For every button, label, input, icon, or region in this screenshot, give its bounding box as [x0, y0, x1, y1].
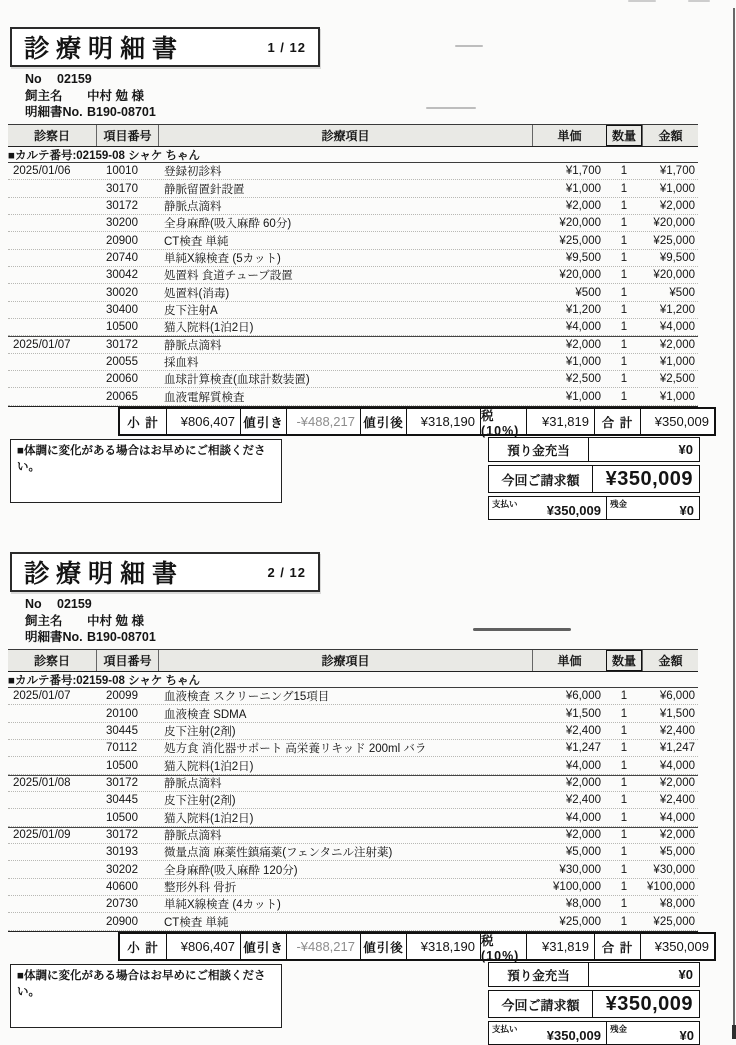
cell-code: 30042 [106, 269, 138, 282]
cell-item: 処置料 食道チューブ設置 [164, 270, 293, 283]
cell-amount: ¥5,000 [659, 846, 695, 859]
cell-unit: ¥9,500 [565, 251, 601, 264]
cell-item: 皮下注射A [164, 304, 218, 317]
cell-amount: ¥1,200 [659, 303, 695, 316]
paid-balance-row [488, 1021, 700, 1045]
cell-unit: ¥20,000 [559, 269, 601, 282]
cell-amount: ¥2,000 [659, 339, 695, 352]
cell-unit: ¥1,000 [565, 182, 601, 195]
cell-date: 2025/01/07 [13, 690, 71, 703]
sheet-no-value: B190-08701 [87, 630, 156, 644]
invoice-no-line [25, 596, 156, 613]
table-row [8, 250, 698, 267]
table-header [8, 649, 698, 672]
cell-qty: 1 [620, 690, 628, 703]
patient-info-block [25, 71, 156, 121]
header-unit-price: 単価 [532, 650, 606, 671]
table-row [8, 879, 698, 896]
cell-qty: 1 [620, 811, 628, 824]
table-row [8, 757, 698, 774]
table-row [8, 336, 698, 353]
cell-amount: ¥4,000 [659, 759, 695, 772]
cell-amount: ¥1,000 [659, 182, 695, 195]
cell-code: 30400 [106, 303, 138, 316]
header-item: 診療項目 [158, 650, 532, 671]
invoice-no-label: No [25, 597, 42, 611]
cell-unit: ¥6,000 [565, 690, 601, 703]
billed-row [488, 990, 700, 1018]
cell-qty: 1 [620, 199, 628, 212]
cell-unit: ¥1,200 [565, 303, 601, 316]
billed-label: 今回ご請求額 [489, 991, 593, 1017]
header-quantity: 数量 [606, 125, 642, 146]
cell-unit: ¥1,500 [565, 707, 601, 720]
table-header [8, 124, 698, 147]
table-row [8, 319, 698, 336]
advice-note: ■体調に変化がある場合はお早めにご相談ください。 [10, 964, 282, 1028]
cell-unit: ¥4,000 [565, 811, 601, 824]
sheet-no-line [25, 629, 156, 646]
page-title: 診療明細書 [24, 560, 185, 588]
table-row [8, 775, 698, 792]
cell-amount: ¥2,500 [659, 373, 695, 386]
cell-unit: ¥100,000 [553, 880, 601, 893]
table-row [8, 284, 698, 301]
cell-amount: ¥9,500 [659, 251, 695, 264]
scan-edge-line [733, 8, 735, 1039]
discount-label: 値引き [240, 934, 286, 959]
sheet-no-line [25, 104, 156, 121]
cell-unit: ¥4,000 [565, 759, 601, 772]
cell-amount: ¥2,400 [659, 724, 695, 737]
cell-amount: ¥500 [669, 286, 695, 299]
cell-qty: 1 [620, 165, 628, 178]
header-unit-price: 単価 [532, 125, 606, 146]
billed-label: 今回ご請求額 [489, 466, 593, 492]
cell-qty: 1 [620, 759, 628, 772]
cell-code: 30445 [106, 724, 138, 737]
cell-item: 微量点滴 麻薬性鎮痛薬(フェンタニル注射薬) [164, 847, 393, 860]
cell-qty: 1 [620, 234, 628, 247]
cell-qty: 1 [620, 724, 628, 737]
cell-amount: ¥2,000 [659, 829, 695, 842]
table-rows [8, 688, 698, 932]
cell-unit: ¥20,000 [559, 217, 601, 230]
table-row [8, 215, 698, 232]
sheet-no-label: 明細書No. [25, 105, 83, 119]
table-row [8, 198, 698, 215]
billed-value: ¥350,009 [605, 467, 693, 490]
owner-name-line [25, 88, 156, 105]
tax-value: ¥31,819 [526, 409, 594, 434]
advice-note: ■体調に変化がある場合はお早めにご相談ください。 [10, 439, 282, 503]
cell-amount: ¥6,000 [659, 690, 695, 703]
cell-code: 30202 [106, 863, 138, 876]
cell-unit: ¥500 [575, 286, 601, 299]
cell-code: 10500 [106, 811, 138, 824]
cell-date: 2025/01/06 [13, 165, 71, 178]
owner-value: 中村 勉 様 [87, 88, 144, 103]
owner-value: 中村 勉 様 [87, 613, 144, 628]
totals-bar [118, 407, 716, 436]
invoice-no-value: 02159 [57, 72, 92, 86]
treatment-table [8, 124, 698, 407]
title-box [10, 27, 320, 67]
cell-qty: 1 [620, 182, 628, 195]
cell-item: 静脈留置針設置 [164, 183, 245, 196]
cell-unit: ¥1,000 [565, 390, 601, 403]
scan-smudge [688, 0, 710, 2]
table-rows [8, 163, 698, 407]
total-label: 合 計 [594, 934, 640, 959]
header-date: 診察日 [33, 654, 70, 668]
balance-label: 残金 [610, 1024, 628, 1034]
cell-amount: ¥1,500 [659, 707, 695, 720]
tax-value: ¥31,819 [526, 934, 594, 959]
subtotal-value: ¥806,407 [166, 409, 240, 434]
table-row [8, 809, 698, 826]
cell-code: 20065 [106, 390, 138, 403]
cell-unit: ¥25,000 [559, 915, 601, 928]
cell-amount: ¥4,000 [659, 321, 695, 334]
total-value: ¥350,009 [640, 409, 714, 434]
cell-amount: ¥4,000 [659, 811, 695, 824]
cell-code: 10500 [106, 321, 138, 334]
deposit-row [488, 962, 700, 987]
header-quantity: 数量 [606, 650, 642, 671]
table-row [8, 913, 698, 930]
cell-item: 猫入院料(1泊2日) [164, 760, 254, 773]
title-box [10, 552, 320, 592]
cell-item: 血球計算検査(血球計数装置) [164, 374, 310, 387]
cell-item: 全身麻酔(吸入麻酔 120分) [164, 864, 298, 877]
table-row [8, 267, 698, 284]
subtotal-label: 小 計 [127, 940, 159, 955]
scan-smudge [628, 0, 656, 2]
total-label: 合 計 [594, 409, 640, 434]
cell-date: 2025/01/09 [13, 829, 71, 842]
karte-number-line: ■カルテ番号:02159-08 シャケ ちゃん [8, 147, 698, 163]
billed-value: ¥350,009 [605, 992, 693, 1015]
cell-item: 静脈点滴料 [164, 830, 222, 843]
cell-qty: 1 [620, 286, 628, 299]
cell-date: 2025/01/08 [13, 777, 71, 790]
cell-amount: ¥1,700 [659, 165, 695, 178]
discount-value: -¥488,217 [286, 409, 360, 434]
cell-unit: ¥1,000 [565, 355, 601, 368]
cell-code: 20740 [106, 251, 138, 264]
cell-qty: 1 [620, 321, 628, 334]
paid-cell [489, 1022, 607, 1044]
table-row [8, 861, 698, 878]
cell-unit: ¥4,000 [565, 321, 601, 334]
table-row [8, 163, 698, 180]
invoice-no-value: 02159 [57, 597, 92, 611]
subtotal-value: ¥806,407 [166, 934, 240, 959]
deposit-value: ¥0 [678, 967, 693, 982]
deposit-row [488, 437, 700, 462]
total-value: ¥350,009 [640, 934, 714, 959]
cell-amount: ¥8,000 [659, 898, 695, 911]
after-discount-value: ¥318,190 [406, 409, 480, 434]
cell-code: 30172 [106, 199, 138, 212]
invoice-no-label: No [25, 72, 42, 86]
cell-unit: ¥1,700 [565, 165, 601, 178]
cell-item: 皮下注射(2剤) [164, 725, 236, 738]
header-code: 項目番号 [96, 650, 158, 671]
cell-unit: ¥2,500 [565, 373, 601, 386]
page-number: 1 / 12 [267, 39, 306, 55]
cell-item: 処方食 消化器サポート 高栄養リキッド 200ml バラ [164, 743, 427, 756]
cell-amount: ¥1,000 [659, 390, 695, 403]
cell-qty: 1 [620, 794, 628, 807]
cell-amount: ¥1,247 [659, 742, 695, 755]
table-row [8, 740, 698, 757]
deposit-label: 預り金充当 [489, 963, 589, 986]
cell-qty: 1 [620, 251, 628, 264]
cell-item: 処置料(消毒) [164, 287, 230, 300]
balance-cell [607, 497, 699, 519]
table-row [8, 388, 698, 405]
invoice-no-line [25, 71, 156, 88]
cell-qty: 1 [620, 915, 628, 928]
scan-smudge [426, 107, 476, 109]
cell-code: 20060 [106, 373, 138, 386]
cell-item: 採血料 [164, 356, 199, 369]
cell-item: 血液検査 SDMA [164, 708, 247, 721]
cell-date: 2025/01/07 [13, 339, 71, 352]
cell-item: 静脈点滴料 [164, 200, 222, 213]
balance-value: ¥0 [679, 1028, 694, 1043]
cell-unit: ¥5,000 [565, 846, 601, 859]
cell-qty: 1 [620, 863, 628, 876]
table-row [8, 705, 698, 722]
cell-unit: ¥2,400 [565, 724, 601, 737]
cell-amount: ¥20,000 [653, 217, 695, 230]
sheet-no-label: 明細書No. [25, 630, 83, 644]
table-row [8, 302, 698, 319]
table-row [8, 688, 698, 705]
table-row [8, 896, 698, 913]
cell-item: 血液電解質検査 [164, 391, 245, 404]
cell-code: 40600 [106, 880, 138, 893]
table-row [8, 723, 698, 740]
cell-item: CT検査 単純 [164, 916, 229, 929]
cell-qty: 1 [620, 303, 628, 316]
owner-label: 飼主名 [25, 613, 63, 628]
cell-qty: 1 [620, 742, 628, 755]
karte-number-line: ■カルテ番号:02159-08 シャケ ちゃん [8, 672, 698, 688]
discount-label: 値引き [240, 409, 286, 434]
cell-code: 30445 [106, 794, 138, 807]
cell-unit: ¥2,000 [565, 199, 601, 212]
billed-row [488, 465, 700, 493]
tax-label: 税(10%) [480, 409, 526, 434]
cell-qty: 1 [620, 846, 628, 859]
cell-unit: ¥2,400 [565, 794, 601, 807]
subtotal-label: 小 計 [127, 415, 159, 430]
invoice-page-1 [0, 0, 736, 520]
cell-item: 静脈点滴料 [164, 340, 222, 353]
scan-ink-streak [473, 628, 571, 631]
cell-item: 単純X線検査 (5カット) [164, 252, 281, 265]
cell-unit: ¥2,000 [565, 339, 601, 352]
payment-summary [488, 962, 700, 1045]
table-row [8, 354, 698, 371]
after-discount-label: 値引後 [360, 409, 406, 434]
scan-edge-corner [732, 1025, 736, 1039]
cell-code: 20730 [106, 898, 138, 911]
owner-label: 飼主名 [25, 88, 63, 103]
balance-label: 残金 [610, 499, 628, 509]
cell-code: 30172 [106, 339, 138, 352]
cell-item: 血液検査 スクリーニング15項目 [164, 691, 330, 704]
paid-label: 支払い [492, 1024, 518, 1034]
invoice-page-2 [0, 525, 736, 1045]
paid-cell [489, 497, 607, 519]
table-row [8, 827, 698, 844]
cell-code: 30193 [106, 846, 138, 859]
cell-item: 猫入院料(1泊2日) [164, 812, 254, 825]
cell-code: 30172 [106, 829, 138, 842]
table-row [8, 232, 698, 249]
cell-qty: 1 [620, 269, 628, 282]
cell-unit: ¥25,000 [559, 234, 601, 247]
sheet-no-value: B190-08701 [87, 105, 156, 119]
cell-code: 10500 [106, 759, 138, 772]
header-amount: 金額 [642, 125, 698, 146]
cell-code: 30020 [106, 286, 138, 299]
patient-info-block [25, 596, 156, 646]
cell-code: 20900 [106, 234, 138, 247]
paid-label: 支払い [492, 499, 518, 509]
cell-item: 静脈点滴料 [164, 778, 222, 791]
cell-unit: ¥8,000 [565, 898, 601, 911]
cell-code: 30172 [106, 777, 138, 790]
table-row [8, 792, 698, 809]
cell-code: 20099 [106, 690, 138, 703]
cell-amount: ¥25,000 [653, 234, 695, 247]
cell-unit: ¥1,247 [565, 742, 601, 755]
cell-unit: ¥2,000 [565, 777, 601, 790]
cell-code: 20100 [106, 707, 138, 720]
cell-qty: 1 [620, 898, 628, 911]
cell-qty: 1 [620, 390, 628, 403]
cell-qty: 1 [620, 829, 628, 842]
cell-code: 20900 [106, 915, 138, 928]
cell-amount: ¥25,000 [653, 915, 695, 928]
cell-unit: ¥30,000 [559, 863, 601, 876]
cell-code: 70112 [106, 742, 138, 755]
totals-bar [118, 932, 716, 961]
owner-name-line [25, 613, 156, 630]
cell-qty: 1 [620, 707, 628, 720]
table-row [8, 844, 698, 861]
cell-amount: ¥2,000 [659, 777, 695, 790]
cell-amount: ¥100,000 [647, 880, 695, 893]
page-title: 診療明細書 [24, 35, 185, 63]
cell-amount: ¥20,000 [653, 269, 695, 282]
after-discount-value: ¥318,190 [406, 934, 480, 959]
cell-code: 20055 [106, 355, 138, 368]
cell-item: 整形外科 骨折 [164, 881, 237, 894]
balance-cell [607, 1022, 699, 1044]
cell-qty: 1 [620, 339, 628, 352]
paid-balance-row [488, 496, 700, 520]
page-number: 2 / 12 [267, 564, 306, 580]
header-amount: 金額 [642, 650, 698, 671]
tax-label: 税(10%) [480, 934, 526, 959]
discount-value: -¥488,217 [286, 934, 360, 959]
table-row [8, 371, 698, 388]
balance-value: ¥0 [679, 503, 694, 518]
paid-value: ¥350,009 [546, 503, 601, 518]
scan-smudge [455, 45, 483, 47]
cell-item: 単純X線検査 (4カット) [164, 899, 281, 912]
cell-item: 登録初診料 [164, 166, 222, 179]
paid-value: ¥350,009 [546, 1028, 601, 1043]
cell-amount: ¥30,000 [653, 863, 695, 876]
cell-qty: 1 [620, 373, 628, 386]
table-row [8, 180, 698, 197]
cell-unit: ¥2,000 [565, 829, 601, 842]
cell-amount: ¥2,400 [659, 794, 695, 807]
payment-summary [488, 437, 700, 520]
after-discount-label: 値引後 [360, 934, 406, 959]
cell-code: 30200 [106, 217, 138, 230]
cell-qty: 1 [620, 777, 628, 790]
cell-code: 10010 [106, 165, 138, 178]
cell-qty: 1 [620, 355, 628, 368]
cell-amount: ¥1,000 [659, 355, 695, 368]
deposit-label: 預り金充当 [489, 438, 589, 461]
treatment-table [8, 649, 698, 932]
cell-item: 猫入院料(1泊2日) [164, 322, 254, 335]
header-item: 診療項目 [158, 125, 532, 146]
header-code: 項目番号 [96, 125, 158, 146]
cell-item: 全身麻酔(吸入麻酔 60分) [164, 218, 292, 231]
cell-item: 皮下注射(2剤) [164, 795, 236, 808]
cell-qty: 1 [620, 880, 628, 893]
deposit-value: ¥0 [678, 442, 693, 457]
header-date: 診察日 [33, 129, 70, 143]
cell-code: 30170 [106, 182, 138, 195]
cell-qty: 1 [620, 217, 628, 230]
cell-amount: ¥2,000 [659, 199, 695, 212]
cell-item: CT検査 単純 [164, 235, 229, 248]
